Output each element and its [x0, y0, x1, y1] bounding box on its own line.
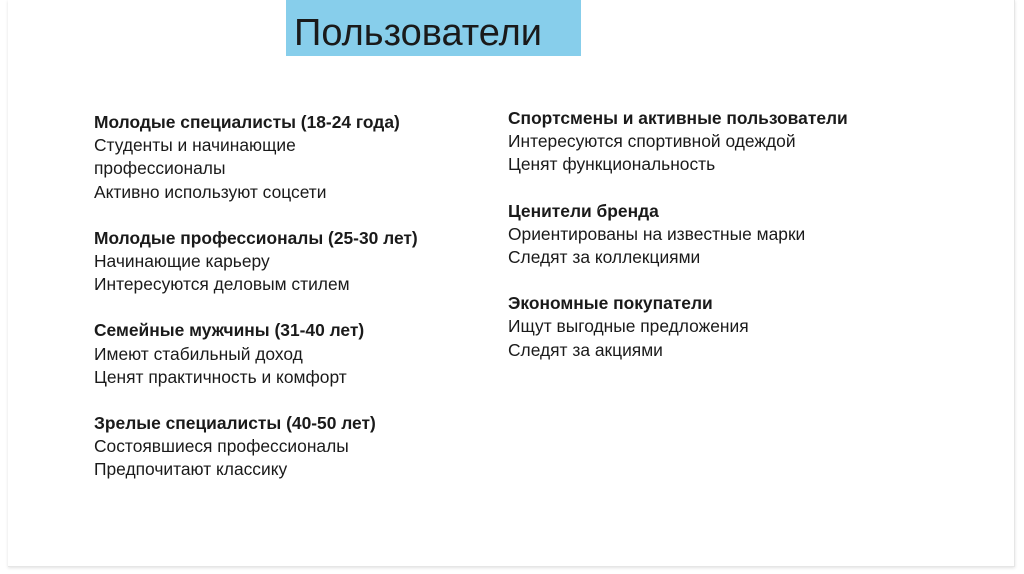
segment-line: Ценят функциональность [508, 154, 716, 175]
segment-line: Интересуются деловым стилем [94, 274, 350, 295]
right-column [508, 107, 928, 385]
segment-group [508, 292, 928, 362]
segment-heading: Экономные покупатели [508, 293, 713, 314]
segment-line: Состоявшиеся профессионалы [94, 436, 349, 457]
segment-line: Имеют стабильный доход [94, 343, 303, 364]
segment-line: профессионалы [94, 158, 226, 179]
segment-line: Интересуются спортивной одеждой [508, 131, 796, 152]
segment-heading: Зрелые специалисты (40-50 лет) [94, 413, 376, 434]
segment-group [94, 319, 474, 389]
segment-line: Ориентированы на известные марки [508, 223, 806, 244]
segment-heading: Молодые специалисты (18-24 года) [94, 112, 400, 132]
segment-line: Активно используют соцсети [94, 181, 327, 202]
segment-line: Предпочитают классику [94, 459, 288, 480]
segment-group [94, 227, 474, 297]
left-column [94, 111, 474, 505]
segment-line: Следят за коллекциями [508, 247, 701, 268]
segment-line: Ценят практичность и комфорт [94, 366, 347, 387]
segment-line: Начинающие карьеру [94, 251, 270, 272]
segment-group [94, 111, 474, 204]
slide-title: Пользователи [294, 12, 543, 54]
segment-heading: Ценители бренда [508, 200, 659, 221]
segment-heading: Спортсмены и активные пользователи [508, 108, 848, 128]
segment-group [508, 107, 928, 177]
segment-line: Следят за акциями [508, 339, 663, 360]
segment-line: Студенты и начинающие [94, 135, 296, 156]
segment-group [508, 200, 928, 270]
segment-heading: Семейные мужчины (31-40 лет) [94, 320, 365, 341]
segment-line: Ищут выгодные предложения [508, 316, 749, 337]
segment-heading: Молодые профессионалы (25-30 лет) [94, 227, 418, 248]
segment-group [94, 412, 474, 482]
